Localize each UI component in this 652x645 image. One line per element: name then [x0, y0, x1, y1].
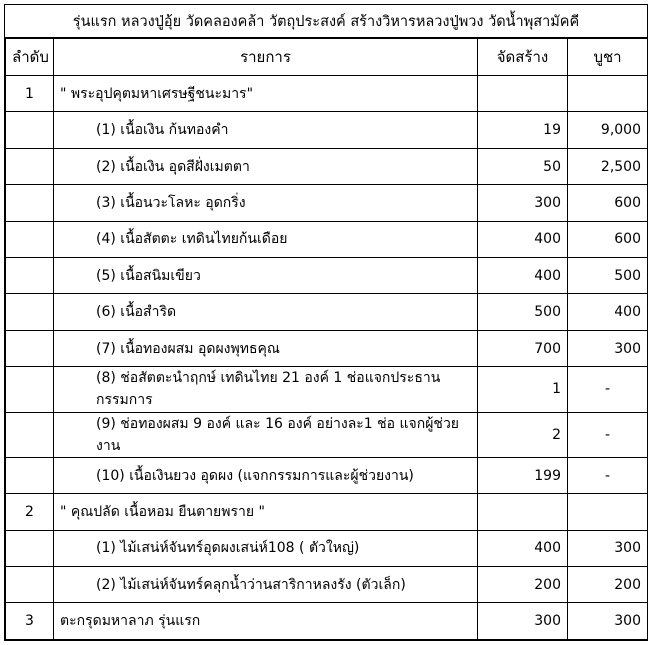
row-item-name: " พระอุปคุตมหาเศรษฐีชนะมาร": [54, 76, 478, 112]
row-price: 9,000: [568, 112, 648, 148]
amulet-price-table: [5, 38, 648, 640]
row-number: [6, 185, 54, 221]
table-row: [6, 567, 648, 603]
table-row: [6, 457, 648, 493]
row-quantity-made: 500: [478, 294, 568, 330]
row-quantity-made: 2: [478, 412, 568, 457]
table-header-row: [6, 39, 648, 76]
document-title: รุ่นแรก หลวงปู่อุ้ย วัดคลองคล้า วัตถุประสงค์ สร้างวิหารหลวงปู่พวง วัดน้ำพุสามัคคี: [5, 5, 647, 38]
table-row: [6, 221, 648, 257]
column-header-item: รายการ: [54, 39, 478, 76]
table-row: [6, 367, 648, 412]
row-number: [6, 412, 54, 457]
row-number: [6, 457, 54, 493]
row-number: [6, 294, 54, 330]
row-quantity-made: 300: [478, 185, 568, 221]
row-item-name: (2) เนื้อเงิน อุดสีฝั่งเมตตา: [54, 148, 478, 184]
column-header-made: จัดสร้าง: [478, 39, 568, 76]
row-item-name: (8) ช่อสัตตะนำฤกษ์ เทดินไทย 21 องค์ 1 ช่อแจกประธานกรรมการ: [54, 367, 478, 412]
table-row: [6, 294, 648, 330]
row-number: [6, 221, 54, 257]
column-header-price: บูชา: [568, 39, 648, 76]
row-item-name: (6) เนื้อสำริด: [54, 294, 478, 330]
row-number: [6, 567, 54, 603]
table-row: [6, 603, 648, 640]
row-number: 3: [6, 603, 54, 640]
table-header: [6, 39, 648, 76]
row-quantity-made: 50: [478, 148, 568, 184]
row-number: 1: [6, 76, 54, 112]
row-item-name: (4) เนื้อสัตตะ เทดินไทยก้นเดือย: [54, 221, 478, 257]
row-item-name: ตะกรุดมหาลาภ รุ่นแรก: [54, 603, 478, 640]
row-price: -: [568, 412, 648, 457]
table-row: [6, 258, 648, 294]
row-quantity-made: 19: [478, 112, 568, 148]
row-price: [568, 494, 648, 530]
table-row: [6, 412, 648, 457]
row-number: [6, 112, 54, 148]
table-row: [6, 330, 648, 366]
table-body: [6, 76, 648, 640]
row-number: 2: [6, 494, 54, 530]
table-row: [6, 148, 648, 184]
row-quantity-made: 300: [478, 603, 568, 640]
row-item-name: (2) ไม้เสน่ห์จันทร์คลุกน้ำว่านสาริกาหลงรัง (ตัวเล็ก): [54, 567, 478, 603]
row-quantity-made: 400: [478, 530, 568, 566]
row-price: [568, 76, 648, 112]
row-number: [6, 148, 54, 184]
table-frame: [4, 4, 648, 641]
row-item-name: (1) เนื้อเงิน ก้นทองคำ: [54, 112, 478, 148]
row-item-name: " คุณปลัด เนื้อหอม ยืนตายพราย ": [54, 494, 478, 530]
row-price: 300: [568, 530, 648, 566]
row-price: 300: [568, 603, 648, 640]
row-item-name: (7) เนื้อทองผสม อุดผงพุทธคุณ: [54, 330, 478, 366]
table-row: [6, 530, 648, 566]
row-item-name: (1) ไม้เสน่ห์จันทร์อุดผงเสน่ห์108 ( ตัวใหญ่): [54, 530, 478, 566]
row-price: 300: [568, 330, 648, 366]
table-row: [6, 494, 648, 530]
row-item-name: (10) เนื้อเงินยวง อุดผง (แจกกรรมการและผู้ช่วยงาน): [54, 457, 478, 493]
row-item-name: (5) เนื้อสนิมเขียว: [54, 258, 478, 294]
row-quantity-made: 199: [478, 457, 568, 493]
row-price: -: [568, 457, 648, 493]
row-quantity-made: 200: [478, 567, 568, 603]
row-quantity-made: 400: [478, 258, 568, 294]
row-quantity-made: 700: [478, 330, 568, 366]
row-price: 2,500: [568, 148, 648, 184]
row-number: [6, 258, 54, 294]
row-price: 500: [568, 258, 648, 294]
row-quantity-made: [478, 494, 568, 530]
row-quantity-made: 1: [478, 367, 568, 412]
row-price: 200: [568, 567, 648, 603]
table-row: [6, 112, 648, 148]
row-item-name: (3) เนื้อนวะโลหะ อุดกริ่ง: [54, 185, 478, 221]
row-quantity-made: 400: [478, 221, 568, 257]
row-item-name: (9) ช่อทองผสม 9 องค์ และ 16 องค์ อย่างละ1 ช่อ แจกผู้ช่วยงาน: [54, 412, 478, 457]
row-price: 600: [568, 221, 648, 257]
row-price: 600: [568, 185, 648, 221]
row-number: [6, 330, 54, 366]
row-price: -: [568, 367, 648, 412]
row-price: 400: [568, 294, 648, 330]
row-number: [6, 367, 54, 412]
row-number: [6, 530, 54, 566]
column-header-no: ลำดับ: [6, 39, 54, 76]
table-row: [6, 76, 648, 112]
row-quantity-made: [478, 76, 568, 112]
table-row: [6, 185, 648, 221]
